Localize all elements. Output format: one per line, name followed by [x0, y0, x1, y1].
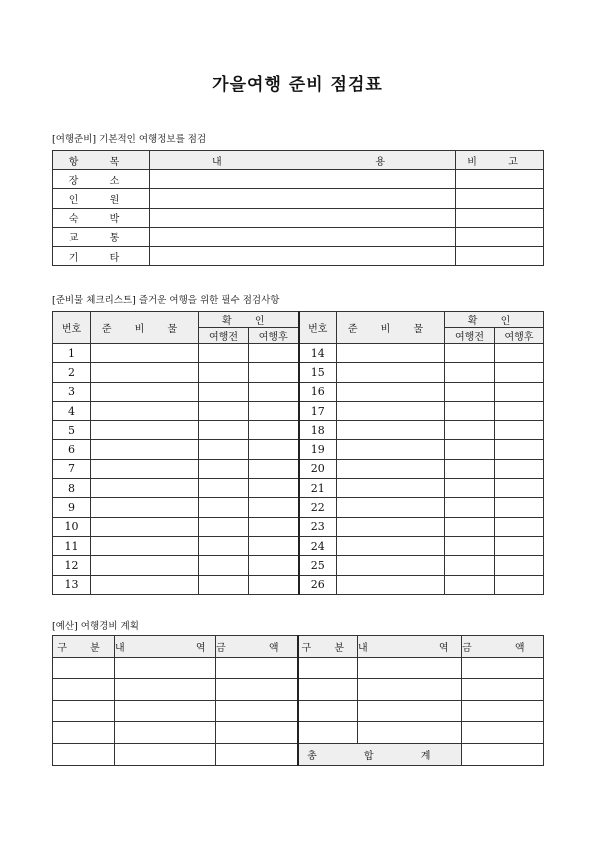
section2-heading: [준비물 체크리스트] 즐거운 여행을 위한 필수 점검사항	[52, 295, 280, 306]
budget-cell[interactable]	[115, 700, 216, 722]
info-row	[53, 189, 544, 208]
checklist-row	[53, 440, 544, 459]
budget-row	[53, 722, 544, 744]
checklist-before-cell[interactable]	[199, 440, 249, 459]
col-after-header-right: 여행후	[495, 328, 544, 344]
budget-cell[interactable]	[462, 700, 544, 722]
col-note-header: 비 고	[456, 151, 544, 170]
col-before-header-right: 여행전	[445, 328, 495, 344]
checklist-before-cell[interactable]	[199, 556, 249, 575]
checklist-item-cell[interactable]	[91, 440, 199, 459]
info-row-label: 숙 박	[53, 208, 150, 227]
checklist-after-cell[interactable]	[249, 575, 299, 594]
budget-cell[interactable]	[298, 722, 358, 744]
col-category-header-right: 구 분	[298, 636, 358, 658]
budget-cell[interactable]	[53, 700, 115, 722]
checklist-number: 5	[53, 421, 91, 440]
checklist-after-cell-right[interactable]	[495, 401, 544, 420]
col-items-header: 준 비 물	[91, 312, 199, 344]
checklist-before-cell-right[interactable]	[445, 479, 495, 498]
checklist-number: 2	[53, 363, 91, 382]
budget-cell[interactable]	[462, 679, 544, 701]
checklist-after-cell-right[interactable]	[495, 536, 544, 555]
info-row-label: 기 타	[53, 246, 150, 265]
info-row-content-cell[interactable]	[150, 170, 456, 189]
checklist-before-cell[interactable]	[199, 575, 249, 594]
info-row-label: 장 소	[53, 170, 150, 189]
budget-cell[interactable]	[358, 679, 462, 701]
checklist-row	[53, 536, 544, 555]
checklist-row	[53, 363, 544, 382]
col-item-header: 항 목	[53, 151, 150, 170]
budget-cell[interactable]	[53, 657, 115, 679]
checklist-before-cell[interactable]	[199, 498, 249, 517]
checklist-after-cell-right[interactable]	[495, 382, 544, 401]
budget-cell[interactable]	[358, 657, 462, 679]
col-check-header-right: 확 인	[445, 312, 544, 328]
col-no-header-right: 번호	[299, 312, 337, 344]
checklist-number-right: 16	[299, 382, 337, 401]
info-row	[53, 246, 544, 265]
checklist-number-right: 23	[299, 517, 337, 536]
checklist-before-cell-right[interactable]	[445, 363, 495, 382]
checklist-before-cell-right[interactable]	[445, 440, 495, 459]
checklist-after-cell[interactable]	[249, 421, 299, 440]
checklist-row	[53, 344, 544, 363]
checklist-item-cell-right[interactable]	[337, 498, 445, 517]
checklist-after-cell-right[interactable]	[495, 363, 544, 382]
checklist-after-cell[interactable]	[249, 498, 299, 517]
checklist-after-cell[interactable]	[249, 344, 299, 363]
info-row-content-cell[interactable]	[150, 227, 456, 246]
travel-info-table	[52, 150, 544, 266]
budget-cell[interactable]	[298, 657, 358, 679]
budget-row	[53, 657, 544, 679]
checklist-number: 10	[53, 517, 91, 536]
budget-cell[interactable]	[53, 722, 115, 744]
info-row-note-cell[interactable]	[456, 227, 544, 246]
info-row	[53, 227, 544, 246]
checklist-row	[53, 479, 544, 498]
checklist-item-cell[interactable]	[91, 575, 199, 594]
checklist-number: 8	[53, 479, 91, 498]
budget-cell[interactable]	[298, 700, 358, 722]
total-label: 총 합 계	[298, 743, 462, 765]
checklist-item-cell[interactable]	[91, 363, 199, 382]
checklist-table	[52, 311, 544, 595]
col-detail-header: 내 역	[115, 636, 216, 658]
checklist-before-cell[interactable]	[199, 401, 249, 420]
section1-heading: [여행준비] 기본적인 여행정보를 점검	[52, 134, 207, 145]
col-no-header: 번호	[53, 312, 91, 344]
checklist-number: 1	[53, 344, 91, 363]
checklist-before-cell[interactable]	[199, 363, 249, 382]
col-amount-header: 금 액	[216, 636, 298, 658]
checklist-before-cell-right[interactable]	[445, 459, 495, 478]
checklist-header-row-1	[53, 312, 544, 328]
budget-cell[interactable]	[115, 657, 216, 679]
checklist-after-cell[interactable]	[249, 363, 299, 382]
checklist-item-cell-right[interactable]	[337, 421, 445, 440]
col-content-header	[150, 151, 456, 170]
checklist-number: 11	[53, 536, 91, 555]
checklist-number-right: 15	[299, 363, 337, 382]
checklist-number-right: 20	[299, 459, 337, 478]
checklist-row	[53, 498, 544, 517]
budget-cell[interactable]	[462, 722, 544, 744]
budget-cell[interactable]	[462, 657, 544, 679]
budget-cell[interactable]	[216, 722, 298, 744]
budget-cell[interactable]	[358, 722, 462, 744]
budget-cell[interactable]	[298, 679, 358, 701]
checklist-before-cell[interactable]	[199, 517, 249, 536]
checklist-number-right: 17	[299, 401, 337, 420]
checklist-item-cell[interactable]	[91, 421, 199, 440]
checklist-number: 12	[53, 556, 91, 575]
checklist-number: 13	[53, 575, 91, 594]
checklist-before-cell-right[interactable]	[445, 498, 495, 517]
page-title: 가을여행 준비 점검표	[212, 75, 383, 95]
checklist-after-cell-right[interactable]	[495, 421, 544, 440]
budget-cell[interactable]	[216, 657, 298, 679]
checklist-item-cell-right[interactable]	[337, 363, 445, 382]
budget-cell[interactable]	[115, 722, 216, 744]
col-amount-header-right: 금 액	[462, 636, 544, 658]
checklist-after-cell[interactable]	[249, 459, 299, 478]
checklist-item-cell-right[interactable]	[337, 517, 445, 536]
info-row-content-cell[interactable]	[150, 208, 456, 227]
checklist-number-right: 21	[299, 479, 337, 498]
checklist-before-cell[interactable]	[199, 536, 249, 555]
checklist-number-right: 19	[299, 440, 337, 459]
checklist-after-cell[interactable]	[249, 440, 299, 459]
checklist-item-cell-right[interactable]	[337, 536, 445, 555]
checklist-item-cell-right[interactable]	[337, 344, 445, 363]
col-content-header-b: 용	[375, 156, 385, 168]
checklist-after-cell-right[interactable]	[495, 556, 544, 575]
info-row-content-cell[interactable]	[150, 189, 456, 208]
col-detail-header-right: 내 역	[358, 636, 462, 658]
checklist-number: 3	[53, 382, 91, 401]
checklist-after-cell[interactable]	[249, 382, 299, 401]
checklist-item-cell[interactable]	[91, 556, 199, 575]
checklist-row	[53, 382, 544, 401]
checklist-before-cell-right[interactable]	[445, 382, 495, 401]
checklist-item-cell[interactable]	[91, 536, 199, 555]
checklist-item-cell-right[interactable]	[337, 401, 445, 420]
checklist-number-right: 24	[299, 536, 337, 555]
checklist-before-cell-right[interactable]	[445, 401, 495, 420]
info-row	[53, 208, 544, 227]
checklist-item-cell-right[interactable]	[337, 382, 445, 401]
checklist-item-cell-right[interactable]	[337, 459, 445, 478]
checklist-number: 9	[53, 498, 91, 517]
checklist-number-right: 26	[299, 575, 337, 594]
section3-heading: [예산] 여행경비 계획	[52, 621, 139, 632]
checklist-before-cell[interactable]	[199, 479, 249, 498]
col-after-header: 여행후	[249, 328, 299, 344]
budget-cell[interactable]	[53, 743, 115, 765]
budget-cell[interactable]	[216, 679, 298, 701]
checklist-item-cell-right[interactable]	[337, 575, 445, 594]
checklist-before-cell-right[interactable]	[445, 575, 495, 594]
checklist-after-cell-right[interactable]	[495, 479, 544, 498]
checklist-before-cell-right[interactable]	[445, 556, 495, 575]
checklist-item-cell[interactable]	[91, 459, 199, 478]
checklist-after-cell-right[interactable]	[495, 344, 544, 363]
checklist-number: 6	[53, 440, 91, 459]
checklist-item-cell[interactable]	[91, 517, 199, 536]
checklist-number: 7	[53, 459, 91, 478]
budget-cell[interactable]	[53, 679, 115, 701]
col-category-header: 구 분	[53, 636, 115, 658]
checklist-after-cell[interactable]	[249, 517, 299, 536]
total-amount-cell[interactable]	[462, 743, 544, 765]
budget-row	[53, 679, 544, 701]
checklist-number-right: 22	[299, 498, 337, 517]
budget-cell[interactable]	[216, 700, 298, 722]
budget-row	[53, 743, 544, 765]
col-content-header-a: 내	[212, 156, 222, 168]
checklist-item-cell-right[interactable]	[337, 440, 445, 459]
checklist-before-cell[interactable]	[199, 421, 249, 440]
info-row-note-cell[interactable]	[456, 189, 544, 208]
checklist-item-cell-right[interactable]	[337, 556, 445, 575]
checklist-number-right: 14	[299, 344, 337, 363]
info-row-label: 교 통	[53, 227, 150, 246]
checklist-before-cell-right[interactable]	[445, 517, 495, 536]
info-row-label: 인 원	[53, 189, 150, 208]
budget-table	[52, 635, 544, 766]
checklist-after-cell[interactable]	[249, 556, 299, 575]
checklist-row	[53, 401, 544, 420]
info-row-note-cell[interactable]	[456, 170, 544, 189]
checklist-item-cell[interactable]	[91, 479, 199, 498]
info-row-content-cell[interactable]	[150, 246, 456, 265]
checklist-after-cell-right[interactable]	[495, 498, 544, 517]
checklist-number-right: 25	[299, 556, 337, 575]
checklist-row	[53, 575, 544, 594]
budget-row	[53, 700, 544, 722]
checklist-after-cell-right[interactable]	[495, 440, 544, 459]
info-row-note-cell[interactable]	[456, 208, 544, 227]
budget-cell[interactable]	[358, 700, 462, 722]
budget-cell[interactable]	[115, 679, 216, 701]
checklist-before-cell[interactable]	[199, 344, 249, 363]
checklist-after-cell-right[interactable]	[495, 517, 544, 536]
checklist-number-right: 18	[299, 421, 337, 440]
checklist-row	[53, 556, 544, 575]
checklist-item-cell[interactable]	[91, 344, 199, 363]
checklist-item-cell[interactable]	[91, 401, 199, 420]
checklist-before-cell[interactable]	[199, 382, 249, 401]
checklist-after-cell[interactable]	[249, 536, 299, 555]
checklist-before-cell-right[interactable]	[445, 344, 495, 363]
checklist-after-cell-right[interactable]	[495, 459, 544, 478]
info-row	[53, 170, 544, 189]
checklist-item-cell[interactable]	[91, 382, 199, 401]
checklist-number: 4	[53, 401, 91, 420]
checklist-after-cell-right[interactable]	[495, 575, 544, 594]
checklist-item-cell[interactable]	[91, 498, 199, 517]
col-before-header: 여행전	[199, 328, 249, 344]
checklist-before-cell[interactable]	[199, 459, 249, 478]
budget-cell[interactable]	[115, 743, 216, 765]
budget-header-row	[53, 636, 544, 658]
checklist-row	[53, 421, 544, 440]
info-row-note-cell[interactable]	[456, 246, 544, 265]
table-header-row	[53, 151, 544, 170]
checklist-row	[53, 459, 544, 478]
checklist-after-cell[interactable]	[249, 479, 299, 498]
checklist-item-cell-right[interactable]	[337, 479, 445, 498]
checklist-before-cell-right[interactable]	[445, 421, 495, 440]
budget-cell[interactable]	[216, 743, 298, 765]
checklist-row	[53, 517, 544, 536]
checklist-after-cell[interactable]	[249, 401, 299, 420]
col-check-header: 확 인	[199, 312, 299, 328]
col-items-header-right: 준 비 물	[337, 312, 445, 344]
checklist-before-cell-right[interactable]	[445, 536, 495, 555]
